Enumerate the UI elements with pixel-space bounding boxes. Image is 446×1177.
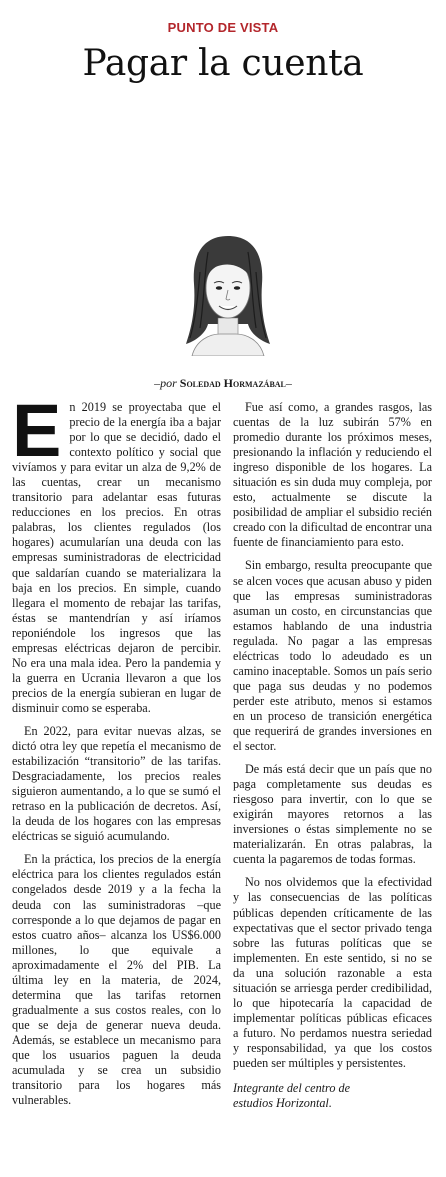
byline [0, 376, 446, 390]
article-column-right [233, 400, 432, 1119]
article-column-left [12, 389, 221, 1116]
byline-suffix: – [285, 376, 292, 390]
section-label: PUNTO DE VISTA [167, 20, 279, 35]
article-paragraph: En 2022, para evitar nuevas alzas, se dictó otra ley que repetía el mecanismo de estabilización “transitorio” de las tarifas. Desgraciadamente, los precios reales siguieron aumentando, a lo que se sumó el retraso en la publicación de decretos. Así, la deuda de los hogares con las empresas eléctricas se siguió acumulando. [12, 723, 221, 844]
article-paragraph: En la práctica, los precios de la energía eléctrica para los clientes regulados están congelados desde 2019 y a la fecha la deuda con las suministradoras –que corresponde a lo que dejamos de pagar en estos cuatro años– alcanza los US$6.000 millones, lo que equivale a aproximadamente el 2% del PIB. La última ley en la materia, de 2024, determina que las tarifas retornen gradualmente a sus costos reales, con lo que se deja de generar nueva deuda. Además, se establece un mecanismo para que los usuarios paguen la deuda acumulada y se crea un subsidio transitorio para los hogares más vulnerables. [12, 852, 221, 1108]
paragraph-text: n 2019 se proyectaba que el precio de la energía iba a bajar por lo que se decidió, dado el contexto político y social que vivíamos y para evitar un alza de 9,2% de las cuentas, crear un mecanismo transitorio para adelantar esas futuras reducciones en los precios. En otras palabras, los clientes regulados (los hogares) acumularían una deuda con las empresas suministradoras de electricidad que saldarían cuando se materializara la baja en los precios. En simple, cuando llegara el momento de rebajar las tarifas, éstas se mantendrían y así iríamos reponiéndole los ingresos que las empresas eléctricas dejaron de percibir. No era una mala idea. Pero la pandemia y la guerra en Ucrania llevaron a que los precios de la energía subieran en lugar de disminuir como se esperaba. [12, 400, 221, 715]
headline: Pagar la cuenta [82, 43, 364, 84]
affiliation-line: estudios Horizontal. [233, 1096, 332, 1111]
byline-author: Soledad Hormazábal [179, 376, 286, 390]
drop-cap: E [12, 389, 62, 472]
article-paragraph: No nos olvidemos que la efectividad y las consecuencias de las políticas públicas dependen críticamente de las expectativas que el sector privado tenga sobre las futuras políticas que se implementen. En este sentido, si no se da una solución razonable a esta situación se arriesga perder credibilidad, lo que hipotecaría la capacidad de implementar políticas públicas eficaces a futuro. No perdamos nuestra seriedad y responsabilidad, ya que los costos pueden ser múltiples y persistentes. [233, 875, 432, 1070]
author-affiliation [233, 1081, 432, 1111]
article-paragraph: De más está decir que un país que no paga completamente sus deudas es riesgoso para invertir, con lo que se exigirán mayores retornos a las inversiones o éstas simplemente no se materializarán. En otras palabras, la cuenta la pagaremos de todas formas. [233, 762, 432, 867]
article-paragraph: Sin embargo, resulta preocupante que se alcen voces que acusan abuso y piden que las empresas suministradoras asuman un costo, en circunstancias que estamos hablando de una industria regulada. No pagar a las empresas eléctricas todo lo adeudado es un camino inaceptable. Somos un país serio que paga sus deudas y no podemos perder este atributo, menos si estamos en un proceso de transición energética que requerirá de grandes inversiones en el sector. [233, 558, 432, 754]
affiliation-line: Integrante del centro de [233, 1081, 350, 1096]
byline-prefix: –por [154, 376, 180, 390]
article-paragraph: Fue así como, a grandes rasgos, las cuentas de la luz subirán 57% en promedio durante los próximos meses, presionando la inflación y reduciendo el ingreso disponible de los hogares. La situación es sin duda muy compleja, por esto, actualmente se discute la posibilidad de ampliar el subsidio recién creado con la dificultad de encontrar una fuente de financiamiento para esto. [233, 400, 432, 550]
article-paragraph [12, 389, 221, 716]
author-portrait-illustration [178, 232, 278, 356]
